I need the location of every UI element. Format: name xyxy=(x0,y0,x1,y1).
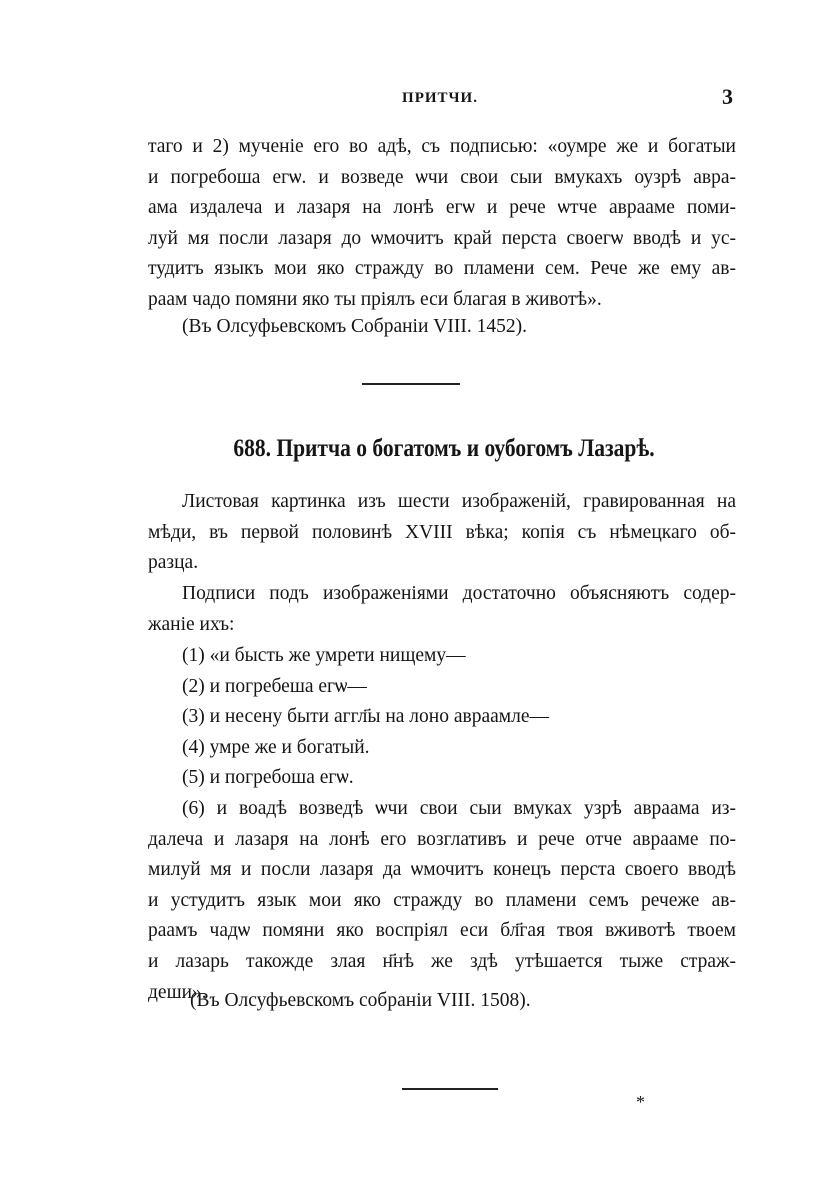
previous-entry-text xyxy=(148,132,736,316)
text-line: и устудитъ язык мои яко стражду во пламени семъ речеже ав- xyxy=(148,889,736,911)
text-line: (6) и воадѣ возведѣ ѡчи свои сыи вмуках узрѣ авраама из- xyxy=(182,798,736,819)
entry-heading: 688. Притча о богатомъ и оубогомъ Лазарѣ. xyxy=(233,435,655,462)
text-line: и лазарь такожде злая н҃нѣ же здѣ утѣшается тыже страж- xyxy=(148,950,736,972)
text-line: раам чадо помяни яко ты пріялъ еси благая в животѣ». xyxy=(148,288,602,310)
text-line: Листовая картинка изъ шести изображеній, гравированная на xyxy=(182,491,736,512)
footer-divider xyxy=(402,1088,498,1090)
caption-item: (1) «и бысть же умрети нищему— xyxy=(182,645,466,666)
text-line: таго и 2) мученіе его во адѣ, съ подписью: «оумре же и богатыи xyxy=(148,136,736,157)
caption-six xyxy=(148,794,736,1008)
running-title: ПРИТЧИ. xyxy=(402,90,478,106)
entry-citation: (Въ Олсуфьевскомъ собраніи VIII. 1508). xyxy=(190,990,531,1011)
entry-intro xyxy=(148,579,736,640)
text-line: далеча и лазаря на лонѣ его возглативъ и рече отче авраамe по- xyxy=(148,828,736,850)
text-line: ама издалеча и лазаря на лонѣ егѡ и рече ѡтче авраамe поми- xyxy=(148,197,736,219)
previous-entry-citation: (Въ Олсуфьевскомъ Собраніи VIII. 1452). xyxy=(182,316,527,337)
caption-item: (2) и погребеша егѡ— xyxy=(182,675,367,697)
text-line: и погребоша егѡ. и возведе ѡчи свои сыи вмукахъ оузрѣ авра- xyxy=(148,166,736,188)
section-divider xyxy=(362,383,460,385)
footnote-mark: * xyxy=(636,1092,645,1112)
entry-description xyxy=(148,487,736,579)
caption-list xyxy=(148,641,736,794)
page-number: 3 xyxy=(722,84,733,109)
text-line: луй мя посли лазаря до ѡмочитъ край перста своегѡ вводѣ и ус- xyxy=(148,227,736,249)
caption-item: (5) и погребоша егѡ. xyxy=(182,767,354,789)
text-line: раамъ чадѡ помяни яко воспріял еси бл҃гая твоя вживотѣ твоем xyxy=(148,920,736,942)
caption-item: (4) умре же и богатый. xyxy=(182,736,370,758)
text-line: деши». xyxy=(148,981,207,1003)
text-line: разца. xyxy=(148,552,199,574)
text-line: милуй мя и посли лазаря да ѡмочитъ конецъ перста своего вводѣ xyxy=(148,859,736,881)
text-line: жаніе ихъ: xyxy=(148,613,235,635)
text-line: мѣди, въ первой половинѣ XVIII вѣка; копія съ нѣмецкаго об- xyxy=(148,521,736,543)
text-line: Подписи подъ изображеніями достаточно объясняютъ содер- xyxy=(182,583,736,604)
caption-item: (3) и несену быти аггл҃ы на лоно авраамле— xyxy=(182,706,549,728)
text-line: тудитъ языкъ мои яко стражду во пламени сем. Рече же ему ав- xyxy=(148,258,736,280)
